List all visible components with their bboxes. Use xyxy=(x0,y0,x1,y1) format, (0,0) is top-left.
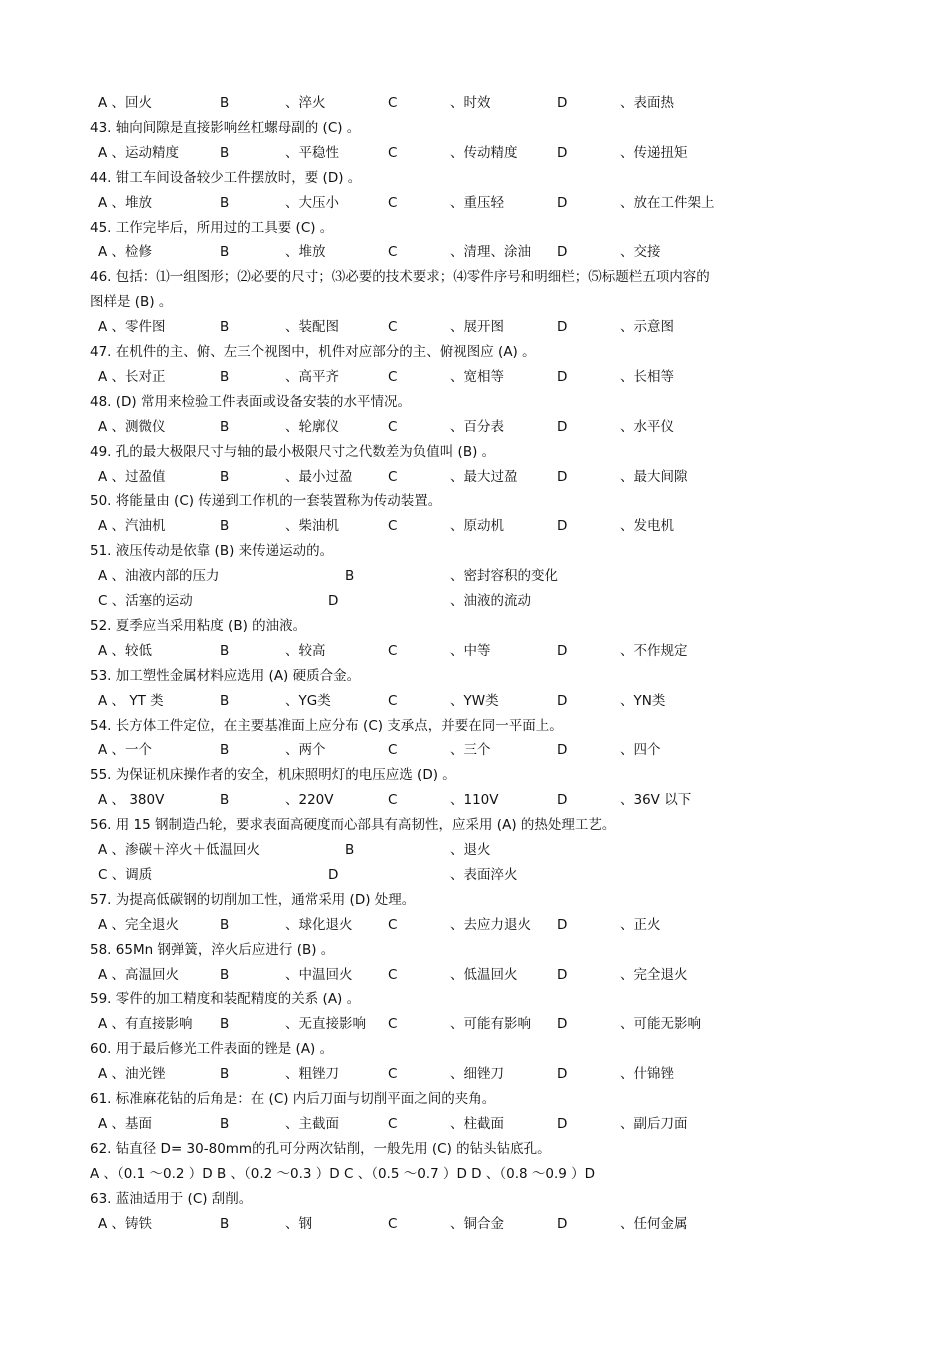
option-text: 、细锉刀 xyxy=(450,1066,504,1083)
options-line xyxy=(0,640,950,662)
question-text: 50. 将能量由 (C) 传递到工作机的一套装置称为传动装置。 xyxy=(90,493,442,510)
option-text: 、无直接影响 xyxy=(285,1016,366,1033)
option-text: C xyxy=(388,194,398,211)
option-text: 、220V xyxy=(285,792,334,809)
option-text: A 、回火 xyxy=(98,95,153,111)
option-text: D xyxy=(557,1016,568,1033)
option-text: 、柱截面 xyxy=(450,1115,504,1132)
option-text: D xyxy=(557,1215,568,1232)
option-text: B xyxy=(220,1215,230,1232)
question-line xyxy=(0,814,950,836)
options-line xyxy=(0,864,950,886)
option-text: C xyxy=(388,144,398,161)
option-text: C xyxy=(388,692,398,709)
question-line xyxy=(0,889,950,911)
options-line xyxy=(0,1213,950,1235)
option-text: B xyxy=(220,418,230,435)
option-text: D xyxy=(557,418,568,435)
option-text: B xyxy=(220,1115,230,1132)
option-text: C xyxy=(388,642,398,659)
options-line xyxy=(0,241,950,263)
option-text: 、球化退火 xyxy=(285,916,353,933)
option-text: A 、堆放 xyxy=(98,194,153,211)
question-text: 48. (D) 常用来检验工件表面或设备安装的水平情况。 xyxy=(90,393,411,410)
option-text: 、可能有影响 xyxy=(450,1016,531,1033)
option-text: 、中温回火 xyxy=(285,966,353,983)
option-text: 、重压轻 xyxy=(450,194,504,211)
options-line xyxy=(0,1013,950,1035)
question-text: 46. 包括：⑴一组图形；⑵必要的尺寸；⑶必要的技术要求；⑷零件序号和明细栏；⑸标题栏五项内容的 xyxy=(90,269,710,286)
option-text: A 、汽油机 xyxy=(98,518,166,535)
question-line xyxy=(0,665,950,687)
option-text: A 、完全退火 xyxy=(98,916,180,933)
option-text: A 、有直接影响 xyxy=(98,1016,193,1033)
option-text: B xyxy=(345,842,355,858)
option-text: B xyxy=(220,244,230,261)
option-text: 、大压小 xyxy=(285,194,339,211)
option-text: B xyxy=(220,916,230,933)
option-text: C xyxy=(388,244,398,261)
question-line xyxy=(0,764,950,786)
option-text: D xyxy=(557,144,568,161)
option-text: B xyxy=(220,1066,230,1083)
options-line xyxy=(0,914,950,936)
option-text: 、正火 xyxy=(620,916,661,933)
option-text: 、110V xyxy=(450,792,499,809)
option-text: C xyxy=(388,368,398,385)
option-text: D xyxy=(557,194,568,211)
question-line xyxy=(0,341,950,363)
option-text: 、交接 xyxy=(620,244,661,261)
option-text: 、36V 以下 xyxy=(620,792,692,809)
option-text: 、YN类 xyxy=(620,692,666,709)
question-line xyxy=(0,266,950,288)
option-text: 、油液的流动 xyxy=(450,593,531,609)
option-text: 、水平仪 xyxy=(620,418,674,435)
option-text: 、任何金属 xyxy=(620,1215,688,1232)
option-text: C xyxy=(388,916,398,933)
option-text: 、钢 xyxy=(285,1215,312,1232)
option-text: A 、长对正 xyxy=(98,368,166,385)
option-text: 、铜合金 xyxy=(450,1215,504,1232)
question-line xyxy=(0,490,950,512)
option-text: B xyxy=(220,692,230,709)
option-text: 、密封容积的变化 xyxy=(450,568,558,585)
option-text: 、淬火 xyxy=(285,95,326,111)
option-text: D xyxy=(557,1115,568,1132)
option-text: C xyxy=(388,518,398,535)
question-line xyxy=(0,988,950,1010)
option-text: D xyxy=(328,866,339,883)
option-text: B xyxy=(220,518,230,535)
option-text: 、YG类 xyxy=(285,692,331,709)
option-text: C xyxy=(388,468,398,485)
option-text: C 、活塞的运动 xyxy=(98,593,193,609)
option-text: A 、过盈值 xyxy=(98,468,166,485)
options-line xyxy=(0,366,950,388)
option-text: 、放在工件架上 xyxy=(620,194,715,211)
options-line xyxy=(0,142,950,164)
question-text: 61. 标准麻花钻的后角是：在 (C) 内后刀面与切削平面之间的夹角。 xyxy=(90,1091,496,1107)
option-text: C xyxy=(388,418,398,435)
option-text: C xyxy=(388,1016,398,1033)
option-text: 、宽相等 xyxy=(450,368,504,385)
option-text: A 、基面 xyxy=(98,1115,153,1132)
option-text: 、副后刀面 xyxy=(620,1115,688,1132)
option-text: C xyxy=(388,1215,398,1232)
option-text: C xyxy=(388,966,398,983)
options-line xyxy=(0,1063,950,1085)
option-text: A 、运动精度 xyxy=(98,144,180,161)
question-line xyxy=(0,1088,950,1110)
option-text: 、两个 xyxy=(285,742,326,759)
option-text: D xyxy=(557,966,568,983)
option-text: 、去应力退火 xyxy=(450,916,531,933)
option-text: C xyxy=(388,95,398,111)
option-text: 、最小过盈 xyxy=(285,468,353,485)
options-line xyxy=(0,739,950,761)
question-text: 56. 用 15 钢制造凸轮，要求表面高硬度而心部具有高韧性，应采用 (A) 的热处理工艺。 xyxy=(90,817,616,834)
question-text: 57. 为提高低碳钢的切削加工性，通常采用 (D) 处理。 xyxy=(90,891,416,908)
option-text: 、中等 xyxy=(450,642,491,659)
question-text: 59. 零件的加工精度和装配精度的关系 (A) 。 xyxy=(90,991,361,1008)
option-text: 、YW类 xyxy=(450,692,499,709)
option-text: D xyxy=(557,518,568,535)
option-text: 、低温回火 xyxy=(450,966,518,983)
option-text: 、百分表 xyxy=(450,418,504,435)
option-text: 、可能无影响 xyxy=(620,1016,701,1033)
options-line xyxy=(0,590,950,612)
question-text: 60. 用于最后修光工件表面的锉是 (A) 。 xyxy=(90,1041,334,1058)
option-text: A 、油光锉 xyxy=(98,1066,166,1083)
option-text: 、装配图 xyxy=(285,319,339,336)
option-text: D xyxy=(557,468,568,485)
question-text: 52. 夏季应当采用粘度 (B) 的油液。 xyxy=(90,617,307,634)
option-text: B xyxy=(220,792,230,809)
option-text: 、退火 xyxy=(450,842,491,858)
question-text: 62. 钻直径 D= 30-80mm的孔可分两次钻削，一般先用 (C) 的钻头钻底孔。 xyxy=(90,1140,551,1157)
option-text: 、最大间隙 xyxy=(620,468,688,485)
option-text: B xyxy=(220,742,230,759)
question-line xyxy=(0,391,950,413)
option-text: A 、较低 xyxy=(98,642,153,659)
question-text: 55. 为保证机床操作者的安全，机床照明灯的电压应选 (D) 。 xyxy=(90,767,456,784)
question-text: 47. 在机件的主、俯、左三个视图中，机件对应部分的主、俯视图应 (A) 。 xyxy=(90,344,536,360)
option-text: D xyxy=(557,916,568,933)
option-text: 、堆放 xyxy=(285,244,326,261)
options-line xyxy=(0,316,950,338)
option-text: B xyxy=(220,966,230,983)
question-text: A 、（0.1 ～0.2 ）D B 、（0.2 ～0.3 ）D C 、（0.5 ～0.7 ）D D 、（0.8 ～0.9 ）D xyxy=(90,1165,596,1182)
option-text: B xyxy=(220,194,230,211)
option-text: C 、调质 xyxy=(98,866,153,883)
option-text: D xyxy=(557,1066,568,1083)
question-text: 44. 钳工车间设备较少工件摆放时，要 (D) 。 xyxy=(90,169,362,186)
option-text: B xyxy=(220,95,230,111)
option-text: A 、检修 xyxy=(98,244,153,261)
option-text: 、传动精度 xyxy=(450,144,518,161)
option-text: A 、 380V xyxy=(98,792,165,809)
option-text: 、高平齐 xyxy=(285,368,339,385)
option-text: 、展开图 xyxy=(450,319,504,336)
option-text: 、不作规定 xyxy=(620,642,688,659)
question-line xyxy=(0,715,950,737)
options-line xyxy=(0,466,950,488)
option-text: D xyxy=(557,368,568,385)
question-continuation xyxy=(0,291,950,313)
option-text: 、清理、涂油 xyxy=(450,244,531,261)
question-text: 54. 长方体工件定位，在主要基准面上应分布 (C) 支承点，并要在同一平面上。 xyxy=(90,717,563,734)
question-line xyxy=(0,167,950,189)
option-text: D xyxy=(557,642,568,659)
question-line xyxy=(0,1188,950,1210)
question-text: 图样是 (B) 。 xyxy=(90,294,173,311)
option-text: B xyxy=(220,468,230,485)
option-text: 、时效 xyxy=(450,95,491,111)
option-text: 、柴油机 xyxy=(285,518,339,535)
question-line xyxy=(0,117,950,139)
option-text: D xyxy=(557,742,568,759)
option-text: A 、一个 xyxy=(98,742,153,759)
option-text: A 、油液内部的压力 xyxy=(98,568,220,585)
option-text: 、主截面 xyxy=(285,1115,339,1132)
option-text: 、四个 xyxy=(620,742,661,759)
option-text: B xyxy=(220,642,230,659)
options-line xyxy=(0,416,950,438)
options-line xyxy=(0,1113,950,1135)
option-text: 、三个 xyxy=(450,742,491,759)
options-line xyxy=(0,690,950,712)
option-text: C xyxy=(388,1115,398,1132)
option-text: C xyxy=(388,792,398,809)
option-text: 、轮廓仪 xyxy=(285,418,339,435)
question-text: 45. 工作完毕后，所用过的工具要 (C) 。 xyxy=(90,219,334,236)
option-text: A 、 YT 类 xyxy=(98,692,164,709)
options-line xyxy=(0,839,950,861)
option-text: D xyxy=(328,593,339,609)
option-text: C xyxy=(388,319,398,336)
option-text: C xyxy=(388,742,398,759)
option-text: 、什锦锉 xyxy=(620,1066,674,1083)
option-text: B xyxy=(220,319,230,336)
option-text: D xyxy=(557,692,568,709)
option-text: 、长相等 xyxy=(620,368,674,385)
option-text: D xyxy=(557,244,568,261)
options-line xyxy=(0,515,950,537)
option-text: 、平稳性 xyxy=(285,144,339,161)
options-line xyxy=(0,565,950,587)
options-line xyxy=(0,964,950,986)
option-text: D xyxy=(557,319,568,336)
option-text: 、发电机 xyxy=(620,518,674,535)
option-text: B xyxy=(220,1016,230,1033)
option-text: 、最大过盈 xyxy=(450,468,518,485)
options-line xyxy=(0,92,950,114)
option-text: D xyxy=(557,792,568,809)
question-text: 58. 65Mn 钢弹簧，淬火后应进行 (B) 。 xyxy=(90,941,335,958)
question-line xyxy=(0,1138,950,1160)
option-text: A 、测微仪 xyxy=(98,418,166,435)
option-text: A 、零件图 xyxy=(98,319,166,336)
question-line xyxy=(0,441,950,463)
question-text: 43. 轴向间隙是直接影响丝杠螺母副的 (C) 。 xyxy=(90,119,361,136)
option-text: 、较高 xyxy=(285,642,326,659)
question-line xyxy=(0,939,950,961)
question-text: 53. 加工塑性金属材料应选用 (A) 硬质合金。 xyxy=(90,667,361,684)
option-text: 、表面热 xyxy=(620,95,674,111)
question-line xyxy=(0,217,950,239)
question-line xyxy=(0,615,950,637)
question-text: 63. 蓝油适用于 (C) 刮削。 xyxy=(90,1190,253,1207)
option-text: C xyxy=(388,1066,398,1083)
option-text: A 、高温回火 xyxy=(98,966,180,983)
option-text: 、原动机 xyxy=(450,518,504,535)
question-line xyxy=(0,1038,950,1060)
options-line xyxy=(0,789,950,811)
option-text: D xyxy=(557,95,568,111)
question-line xyxy=(0,540,950,562)
question-continuation xyxy=(0,1163,950,1185)
option-text: 、示意图 xyxy=(620,319,674,336)
options-line xyxy=(0,192,950,214)
option-text: B xyxy=(345,568,355,585)
option-text: A 、铸铁 xyxy=(98,1215,153,1232)
option-text: 、表面淬火 xyxy=(450,866,518,883)
option-text: B xyxy=(220,368,230,385)
option-text: A 、渗碳＋淬火＋低温回火 xyxy=(98,842,261,858)
question-text: 51. 液压传动是依靠 (B) 来传递运动的。 xyxy=(90,543,334,560)
option-text: 、传递扭矩 xyxy=(620,144,688,161)
question-text: 49. 孔的最大极限尺寸与轴的最小极限尺寸之代数差为负值叫 (B) 。 xyxy=(90,443,496,460)
option-text: 、粗锉刀 xyxy=(285,1066,339,1083)
option-text: B xyxy=(220,144,230,161)
option-text: 、完全退火 xyxy=(620,966,688,983)
